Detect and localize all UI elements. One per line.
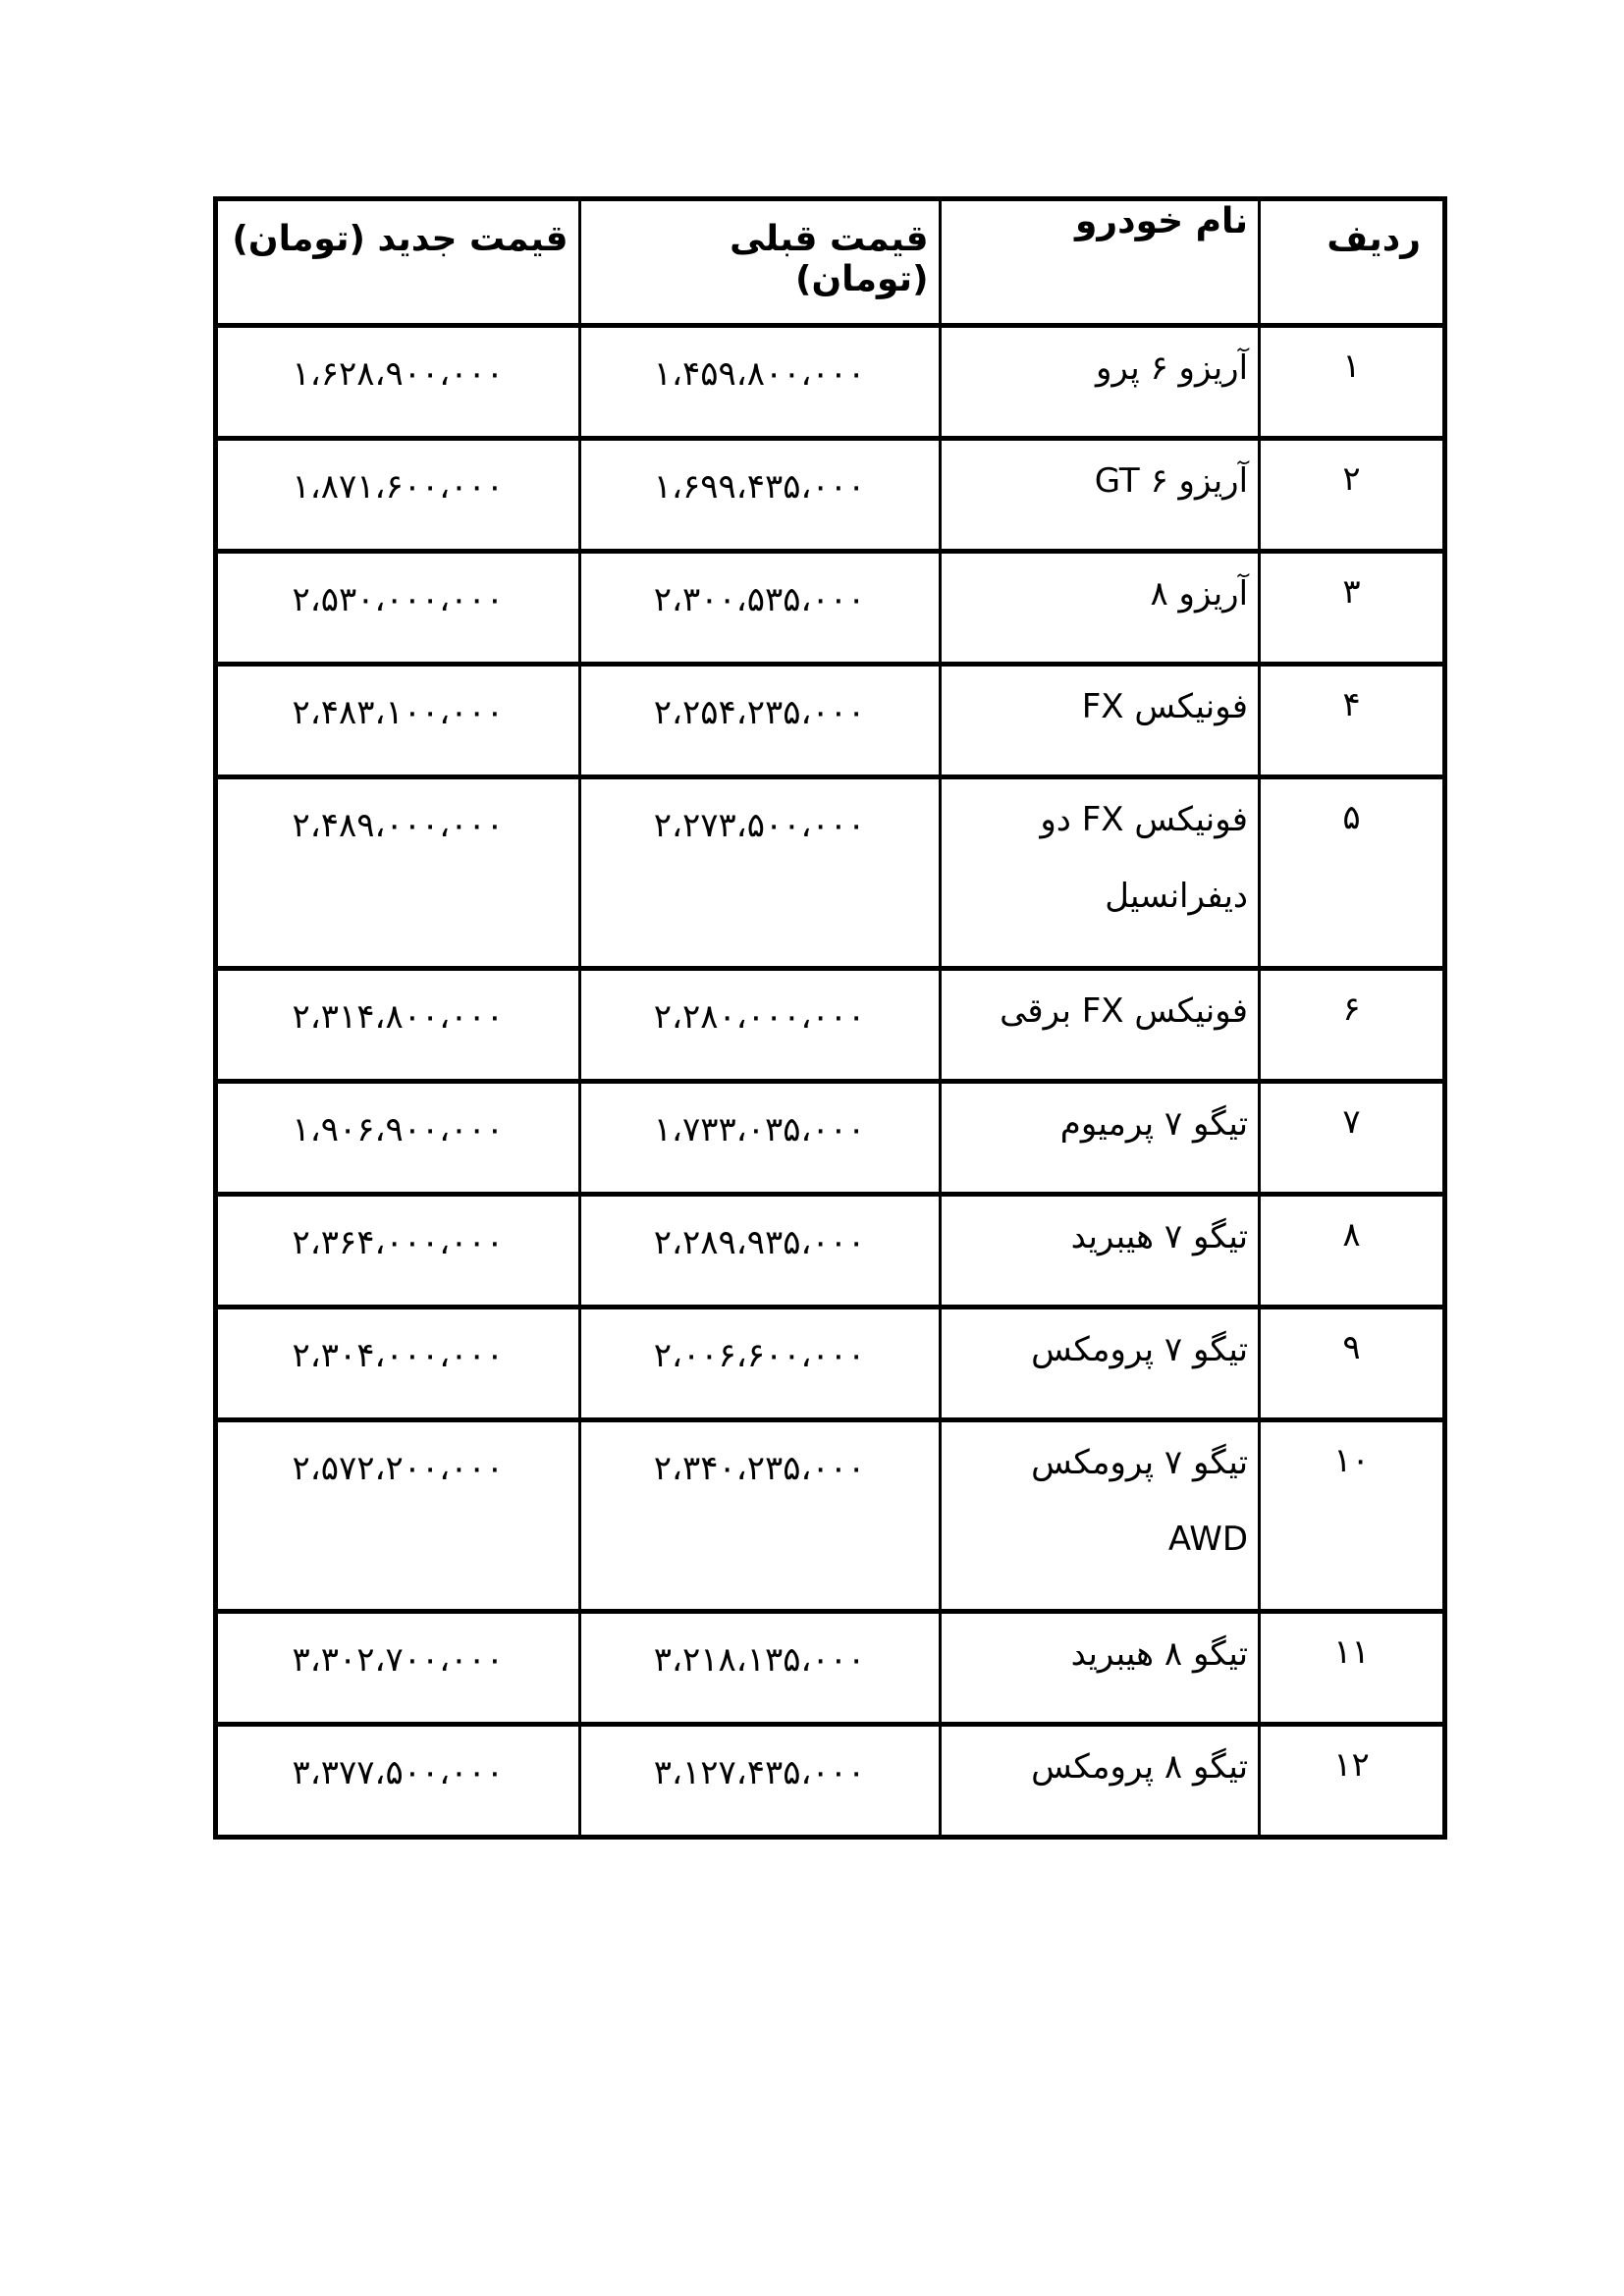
old-price: ۲،۲۸۰،۰۰۰،۰۰۰ (579, 969, 940, 1082)
old-price: ۲،۳۰۰،۵۳۵،۰۰۰ (579, 552, 940, 665)
header-new-price: قیمت جدید (تومان) (216, 199, 580, 326)
header-car-name: نام خودرو (940, 199, 1260, 326)
new-price: ۲،۳۰۴،۰۰۰،۰۰۰ (216, 1308, 580, 1420)
row-index: ۹ (1260, 1308, 1445, 1420)
table-row (216, 665, 1445, 777)
table-row (216, 552, 1445, 665)
car-name: آریزو ۶ GT (940, 439, 1260, 552)
car-name: تیگو ۷ هیبرید (940, 1195, 1260, 1308)
car-name: تیگو ۷ پرومکس (940, 1308, 1260, 1420)
car-price-table (213, 196, 1447, 1840)
table-row (216, 777, 1445, 969)
table-row (216, 969, 1445, 1082)
new-price: ۱،۶۲۸،۹۰۰،۰۰۰ (216, 326, 580, 439)
row-index: ۱۰ (1260, 1420, 1445, 1612)
old-price: ۱،۶۹۹،۴۳۵،۰۰۰ (579, 439, 940, 552)
car-name: آریزو ۸ (940, 552, 1260, 665)
car-name: تیگو ۷ پرمیوم (940, 1082, 1260, 1195)
header-old-price: قیمت قبلی (تومان) (579, 199, 940, 326)
row-index: ۸ (1260, 1195, 1445, 1308)
old-price: ۱،۷۳۳،۰۳۵،۰۰۰ (579, 1082, 940, 1195)
row-index: ۴ (1260, 665, 1445, 777)
new-price: ۱،۹۰۶،۹۰۰،۰۰۰ (216, 1082, 580, 1195)
row-index: ۷ (1260, 1082, 1445, 1195)
table-row (216, 1725, 1445, 1838)
old-price: ۳،۲۱۸،۱۳۵،۰۰۰ (579, 1612, 940, 1725)
new-price: ۱،۸۷۱،۶۰۰،۰۰۰ (216, 439, 580, 552)
car-name: تیگو ۸ پرومکس (940, 1725, 1260, 1838)
table-row (216, 439, 1445, 552)
row-index: ۳ (1260, 552, 1445, 665)
new-price: ۳،۳۷۷،۵۰۰،۰۰۰ (216, 1725, 580, 1838)
new-price: ۲،۳۶۴،۰۰۰،۰۰۰ (216, 1195, 580, 1308)
row-index: ۶ (1260, 969, 1445, 1082)
car-name: فونیکس FX برقی (940, 969, 1260, 1082)
row-index: ۲ (1260, 439, 1445, 552)
row-index: ۱۲ (1260, 1725, 1445, 1838)
new-price: ۲،۴۸۹،۰۰۰،۰۰۰ (216, 777, 580, 969)
table-row (216, 326, 1445, 439)
header-index: ردیف (1260, 199, 1445, 326)
car-name: تیگو ۷ پرومکس AWD (940, 1420, 1260, 1612)
car-name: آریزو ۶ پرو (940, 326, 1260, 439)
car-name: تیگو ۸ هیبرید (940, 1612, 1260, 1725)
old-price: ۱،۴۵۹،۸۰۰،۰۰۰ (579, 326, 940, 439)
new-price: ۳،۳۰۲،۷۰۰،۰۰۰ (216, 1612, 580, 1725)
new-price: ۲،۳۱۴،۸۰۰،۰۰۰ (216, 969, 580, 1082)
old-price: ۲،۰۰۶،۶۰۰،۰۰۰ (579, 1308, 940, 1420)
table-header-row (216, 199, 1445, 326)
new-price: ۲،۴۸۳،۱۰۰،۰۰۰ (216, 665, 580, 777)
new-price: ۲،۵۷۲،۲۰۰،۰۰۰ (216, 1420, 580, 1612)
car-name: فونیکس FX دو دیفرانسیل (940, 777, 1260, 969)
old-price: ۲،۲۷۳،۵۰۰،۰۰۰ (579, 777, 940, 969)
table-row (216, 1612, 1445, 1725)
old-price: ۲،۳۴۰،۲۳۵،۰۰۰ (579, 1420, 940, 1612)
row-index: ۱ (1260, 326, 1445, 439)
row-index: ۵ (1260, 777, 1445, 969)
old-price: ۲،۲۵۴،۲۳۵،۰۰۰ (579, 665, 940, 777)
table-row (216, 1195, 1445, 1308)
row-index: ۱۱ (1260, 1612, 1445, 1725)
new-price: ۲،۵۳۰،۰۰۰،۰۰۰ (216, 552, 580, 665)
table-row (216, 1308, 1445, 1420)
old-price: ۳،۱۲۷،۴۳۵،۰۰۰ (579, 1725, 940, 1838)
table-row (216, 1420, 1445, 1612)
car-name: فونیکس FX (940, 665, 1260, 777)
table-row (216, 1082, 1445, 1195)
old-price: ۲،۲۸۹،۹۳۵،۰۰۰ (579, 1195, 940, 1308)
